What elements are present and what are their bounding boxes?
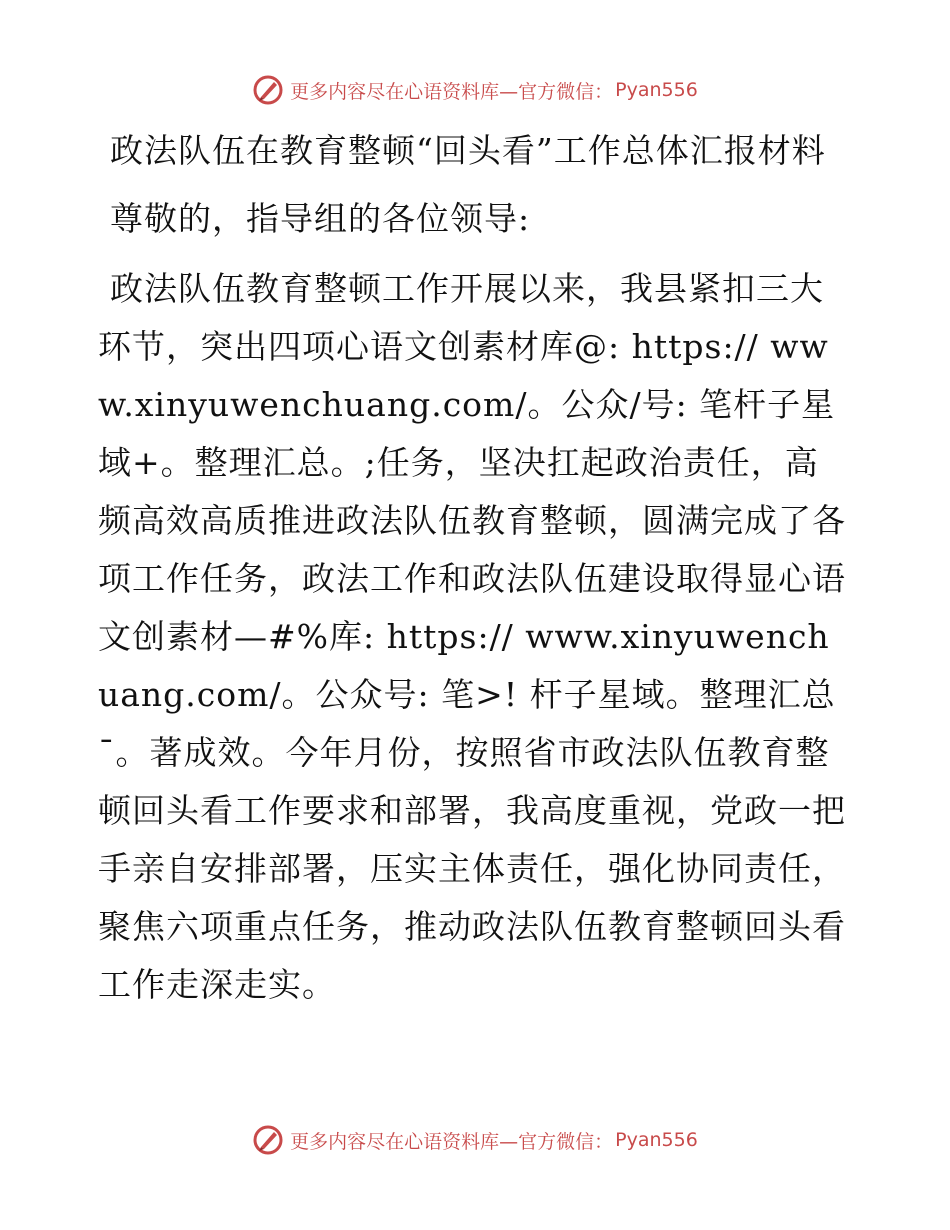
watermark-text: 更多内容尽在心语资料库—官方微信： [290,80,614,103]
watermark-text: 更多内容尽在心语资料库—官方微信： [290,1130,614,1153]
header-watermark [0,70,950,110]
quill-pen-icon [252,1124,284,1156]
quill-pen-icon [252,74,284,106]
document-title: 政法队伍在教育整顿“回头看”工作总体汇报材料 [110,131,826,170]
body-paragraph: 政法队伍教育整顿工作开展以来，我县紧扣三大环节，突出四项心语文创素材库@: https:// www.xinyuwenchuang.com/。公众/号: 笔杆子星域+。整理汇总。;任务，坚决扛起政治责任，高频高效高质推进政法队伍教育整顿，圆满完成了各项工作任务，政法工作和政法队伍建设取得显心语文创素材—#%库: https:// www.xinyuwenchuang.com/。公众号: 笔>! 杆子星域。整理汇总¯。著成效。今年月份，按照省市政法队伍教育整顿回头看工作要求和部署，我高度重视，党政一把手亲自安排部署，压实主体责任，强化协同责任，聚焦六项重点任务，推动政法队伍教育整顿回头看工作走深走实。 [98,269,846,1004]
salutation: 尊敬的，指导组的各位领导: [110,199,531,238]
footer-watermark [0,1120,950,1160]
watermark-wechat-id: Pyan556 [615,79,698,101]
watermark-wechat-id: Pyan556 [615,1129,698,1151]
document-body [98,124,850,1014]
